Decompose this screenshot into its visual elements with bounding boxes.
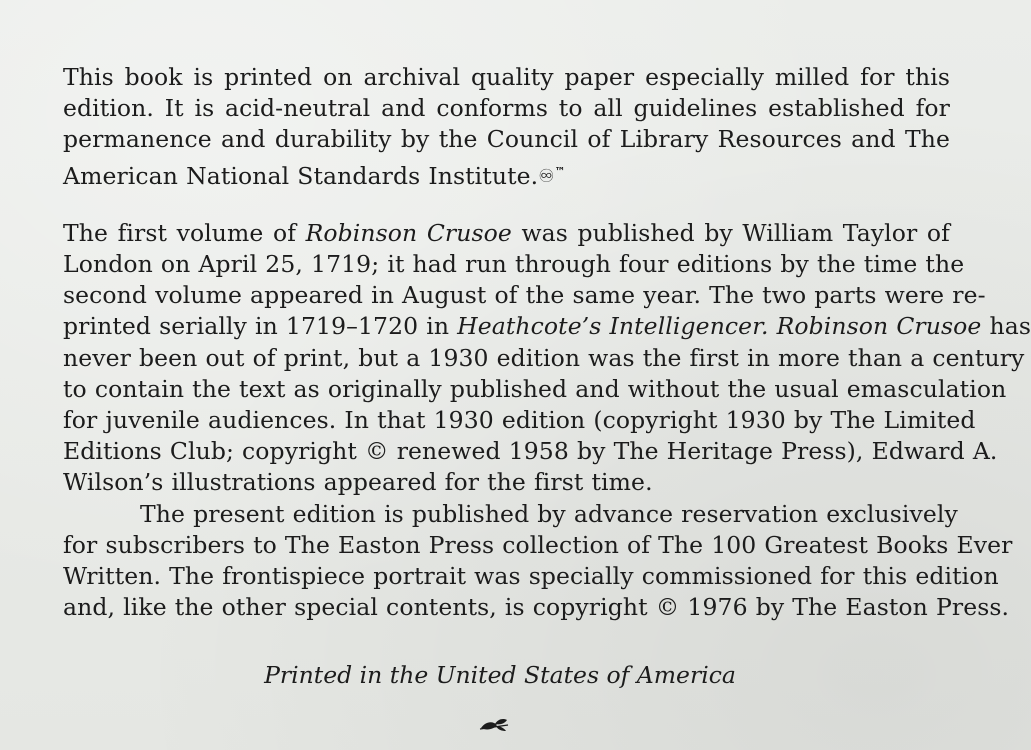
text-line: Written. The frontispiece portrait was specially commissioned for this edition bbox=[63, 562, 999, 591]
present-edition-paragraph bbox=[63, 499, 1013, 624]
text-fragment bbox=[769, 312, 777, 340]
text-line: second volume appeared in August of the same year. The two parts were re- bbox=[63, 281, 986, 310]
book-title: Robinson Crusoe bbox=[305, 218, 512, 247]
text-line: The present edition is published by advance reservation exclusively bbox=[140, 499, 958, 528]
text-fragment: has bbox=[981, 312, 1031, 341]
copyright-page-text bbox=[63, 62, 1031, 623]
infinity-paper-icon: ♾ bbox=[538, 165, 555, 187]
text-line: and, like the other special contents, is copyright © 1976 by The Easton Press. bbox=[63, 593, 1010, 622]
trademark-symbol: ™ bbox=[554, 164, 566, 178]
book-title: Robinson Crusoe bbox=[776, 312, 982, 341]
text-line bbox=[63, 218, 950, 249]
text-line: for subscribers to The Easton Press collection of The 100 Greatest Books Ever bbox=[63, 530, 1013, 559]
periodical-title: Heathcote’s Intelligencer. bbox=[457, 312, 769, 341]
text-fragment: The first volume of bbox=[63, 218, 306, 247]
text-line: Wilson’s illustrations appeared for the first time. bbox=[63, 468, 653, 497]
text-line: edition. It is acid-neutral and conforms to all guidelines established for bbox=[63, 94, 950, 123]
text-fragment: American National Standards Institute. bbox=[63, 161, 539, 190]
text-line: Editions Club; copyright © renewed 1958 by The Heritage Press), Edward A. bbox=[63, 437, 998, 466]
paper-quality-paragraph bbox=[63, 62, 950, 192]
text-line bbox=[63, 311, 1031, 342]
text-line: never been out of print, but a 1930 edition was the first in more than a century bbox=[63, 343, 1025, 372]
text-fragment: printed serially in 1719–1720 in bbox=[63, 312, 458, 341]
text-line: London on April 25, 1719; it had run through four editions by the time the bbox=[63, 250, 965, 279]
text-fragment: was published by William Taylor of bbox=[511, 218, 950, 247]
text-line: for juvenile audiences. In that 1930 edition (copyright 1930 by The Limited bbox=[63, 406, 976, 435]
text-line: This book is printed on archival quality paper especially milled for this bbox=[63, 63, 950, 91]
publication-history-paragraph bbox=[63, 218, 1031, 499]
leaf-ornament-icon bbox=[478, 712, 510, 736]
text-line bbox=[63, 156, 950, 192]
text-line: to contain the text as originally published and without the usual emasculation bbox=[63, 374, 1007, 403]
printed-in-imprint: Printed in the United States of America bbox=[264, 661, 736, 689]
text-line: permanence and durability by the Council of Library Resources and The bbox=[63, 125, 950, 154]
